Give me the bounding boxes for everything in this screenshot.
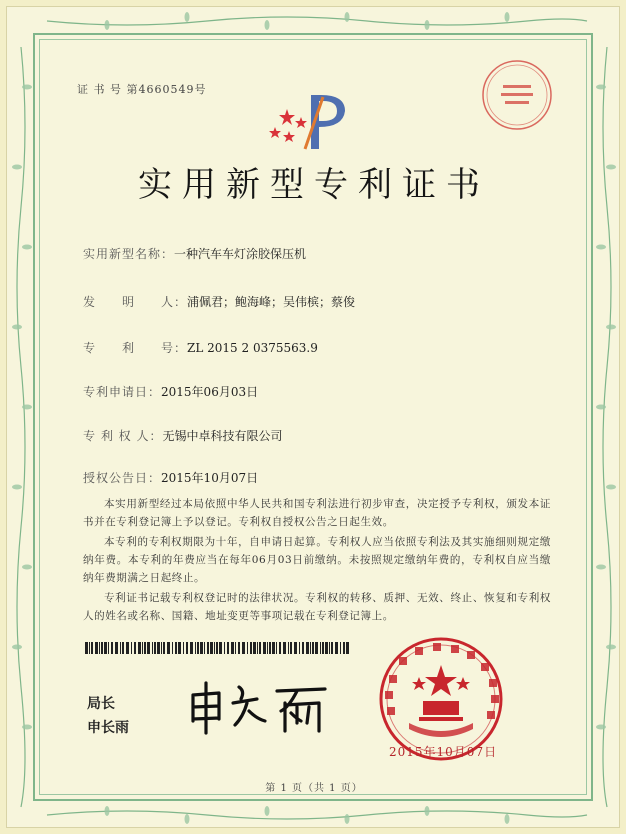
field-label: 专利申请日： bbox=[83, 385, 162, 399]
barcode-bar bbox=[329, 642, 330, 654]
field-label: 专 利 号： bbox=[83, 341, 188, 355]
field-label: 发 明 人： bbox=[83, 295, 188, 309]
barcode-bar bbox=[343, 642, 345, 654]
barcode-bar bbox=[325, 642, 328, 654]
barcode-bar bbox=[167, 642, 170, 654]
barcode-bar bbox=[183, 642, 184, 654]
barcode-bar bbox=[101, 642, 103, 654]
barcode-bar bbox=[320, 642, 321, 654]
field-value: 2015年06月03日 bbox=[161, 385, 259, 399]
barcode-bar bbox=[195, 642, 196, 654]
seal-date: 2015年10月07日 bbox=[389, 745, 498, 759]
field-patent-number bbox=[83, 339, 318, 356]
barcode-bar bbox=[95, 642, 98, 654]
barcode-bar bbox=[204, 642, 205, 654]
barcode-bar bbox=[235, 642, 236, 654]
barcode-bar bbox=[219, 642, 222, 654]
barcode-bar bbox=[346, 642, 349, 654]
field-label: 授权公告日： bbox=[83, 471, 162, 485]
barcode-bar bbox=[175, 642, 177, 654]
barcode-bar bbox=[157, 642, 160, 654]
barcode-bar bbox=[161, 642, 162, 654]
barcode-bar bbox=[259, 642, 261, 654]
barcode-bar bbox=[178, 642, 181, 654]
barcode-bar bbox=[131, 642, 132, 654]
barcode-bar bbox=[279, 642, 281, 654]
barcode-bar bbox=[312, 642, 314, 654]
certificate-page bbox=[6, 6, 620, 828]
barcode-bar bbox=[190, 642, 193, 654]
barcode-bar bbox=[144, 642, 146, 654]
barcode-bar bbox=[238, 642, 240, 654]
barcode-bar bbox=[306, 642, 309, 654]
barcode-bar bbox=[163, 642, 165, 654]
barcode-bar bbox=[89, 642, 90, 654]
barcode-bar bbox=[294, 642, 297, 654]
barcode-bar bbox=[224, 642, 225, 654]
barcode-bar bbox=[331, 642, 333, 654]
barcode-bar bbox=[186, 642, 188, 654]
barcode-bar bbox=[322, 642, 324, 654]
patent-office-logo-icon bbox=[265, 87, 365, 155]
signatory-name: 申长雨 bbox=[87, 720, 129, 736]
paragraph-term: 本专利的专利权期限为十年，自申请日起算。专利权人应当依照专利法及其实施细则规定缴纳年费。本专利的年费应当在每年06月03日前缴纳。未按照规定缴纳年费的，专利权自应当缴纳年费期满之日起终止。 bbox=[83, 536, 551, 584]
barcode-bar bbox=[172, 642, 173, 654]
barcode-bar bbox=[257, 642, 258, 654]
barcode-bar bbox=[214, 642, 215, 654]
barcode-bar bbox=[91, 642, 93, 654]
barcode-bar bbox=[267, 642, 268, 654]
barcode-bar bbox=[147, 642, 150, 654]
barcode-bar bbox=[227, 642, 229, 654]
barcode-bar bbox=[207, 642, 209, 654]
field-value: 无锡中卓科技有限公司 bbox=[162, 429, 283, 443]
barcode-bar bbox=[197, 642, 199, 654]
signatory-role: 局长 bbox=[87, 696, 115, 712]
barcode-bar bbox=[216, 642, 218, 654]
barcode-bar bbox=[335, 642, 338, 654]
barcode-bar bbox=[138, 642, 141, 654]
page-number: 第 1 页（共 1 页） bbox=[265, 783, 363, 794]
barcode-bar bbox=[210, 642, 213, 654]
barcode-bar bbox=[115, 642, 118, 654]
barcode-bar bbox=[250, 642, 252, 654]
barcode-bar bbox=[299, 642, 300, 654]
certificate-number: 证 书 号 第4660549号 bbox=[77, 83, 207, 96]
barcode-bar bbox=[200, 642, 203, 654]
barcode-bar bbox=[99, 642, 100, 654]
barcode-bar bbox=[242, 642, 245, 654]
field-value: ZL 2015 2 0375563.9 bbox=[187, 341, 318, 355]
barcode-bar bbox=[253, 642, 256, 654]
barcode-bar bbox=[276, 642, 277, 654]
barcode-bar bbox=[272, 642, 275, 654]
paragraph-grant: 本实用新型经过本局依照中华人民共和国专利法进行初步审查，决定授予专利权，颁发本证书并在专利登记簿上予以登记。专利权自授权公告之日起生效。 bbox=[83, 498, 551, 528]
field-utility-model-name bbox=[83, 245, 306, 262]
barcode-bar bbox=[231, 642, 234, 654]
barcode-bar bbox=[85, 642, 88, 654]
field-value: 一种汽车车灯涂胶保压机 bbox=[174, 247, 307, 261]
corner-red-stamp-icon bbox=[477, 55, 557, 135]
handwritten-signature bbox=[185, 677, 335, 737]
barcode-bar bbox=[142, 642, 143, 654]
barcode-bar bbox=[269, 642, 271, 654]
barcode bbox=[85, 642, 353, 654]
page-title: 实用新型专利证书 bbox=[138, 165, 490, 205]
paragraph-legal-status: 专利证书记载专利权登记时的法律状况。专利权的转移、质押、无效、终止、恢复和专利权人的姓名或名称、国籍、地址变更等事项记载在专利登记簿上。 bbox=[83, 592, 551, 622]
field-label: 专 利 权 人： bbox=[83, 429, 163, 443]
field-value: 2015年10月07日 bbox=[161, 471, 259, 485]
field-patentee bbox=[83, 427, 282, 444]
barcode-bar bbox=[154, 642, 156, 654]
barcode-bar bbox=[340, 642, 341, 654]
field-label: 实用新型名称： bbox=[83, 247, 175, 261]
barcode-bar bbox=[126, 642, 129, 654]
field-grant-date bbox=[83, 469, 258, 486]
barcode-bar bbox=[104, 642, 107, 654]
barcode-bar bbox=[288, 642, 289, 654]
barcode-bar bbox=[302, 642, 304, 654]
barcode-bar bbox=[122, 642, 124, 654]
barcode-bar bbox=[134, 642, 136, 654]
barcode-bar bbox=[152, 642, 153, 654]
field-value: 浦佩君；鲍海峰；吴伟槟；蔡俊 bbox=[187, 295, 356, 309]
barcode-bar bbox=[247, 642, 248, 654]
field-application-date bbox=[83, 383, 258, 400]
barcode-bar bbox=[315, 642, 318, 654]
barcode-bar bbox=[120, 642, 121, 654]
barcode-bar bbox=[290, 642, 292, 654]
barcode-bar bbox=[310, 642, 311, 654]
barcode-bar bbox=[111, 642, 113, 654]
barcode-bar bbox=[263, 642, 266, 654]
field-inventors bbox=[83, 293, 355, 310]
barcode-bar bbox=[108, 642, 109, 654]
barcode-bar bbox=[283, 642, 286, 654]
